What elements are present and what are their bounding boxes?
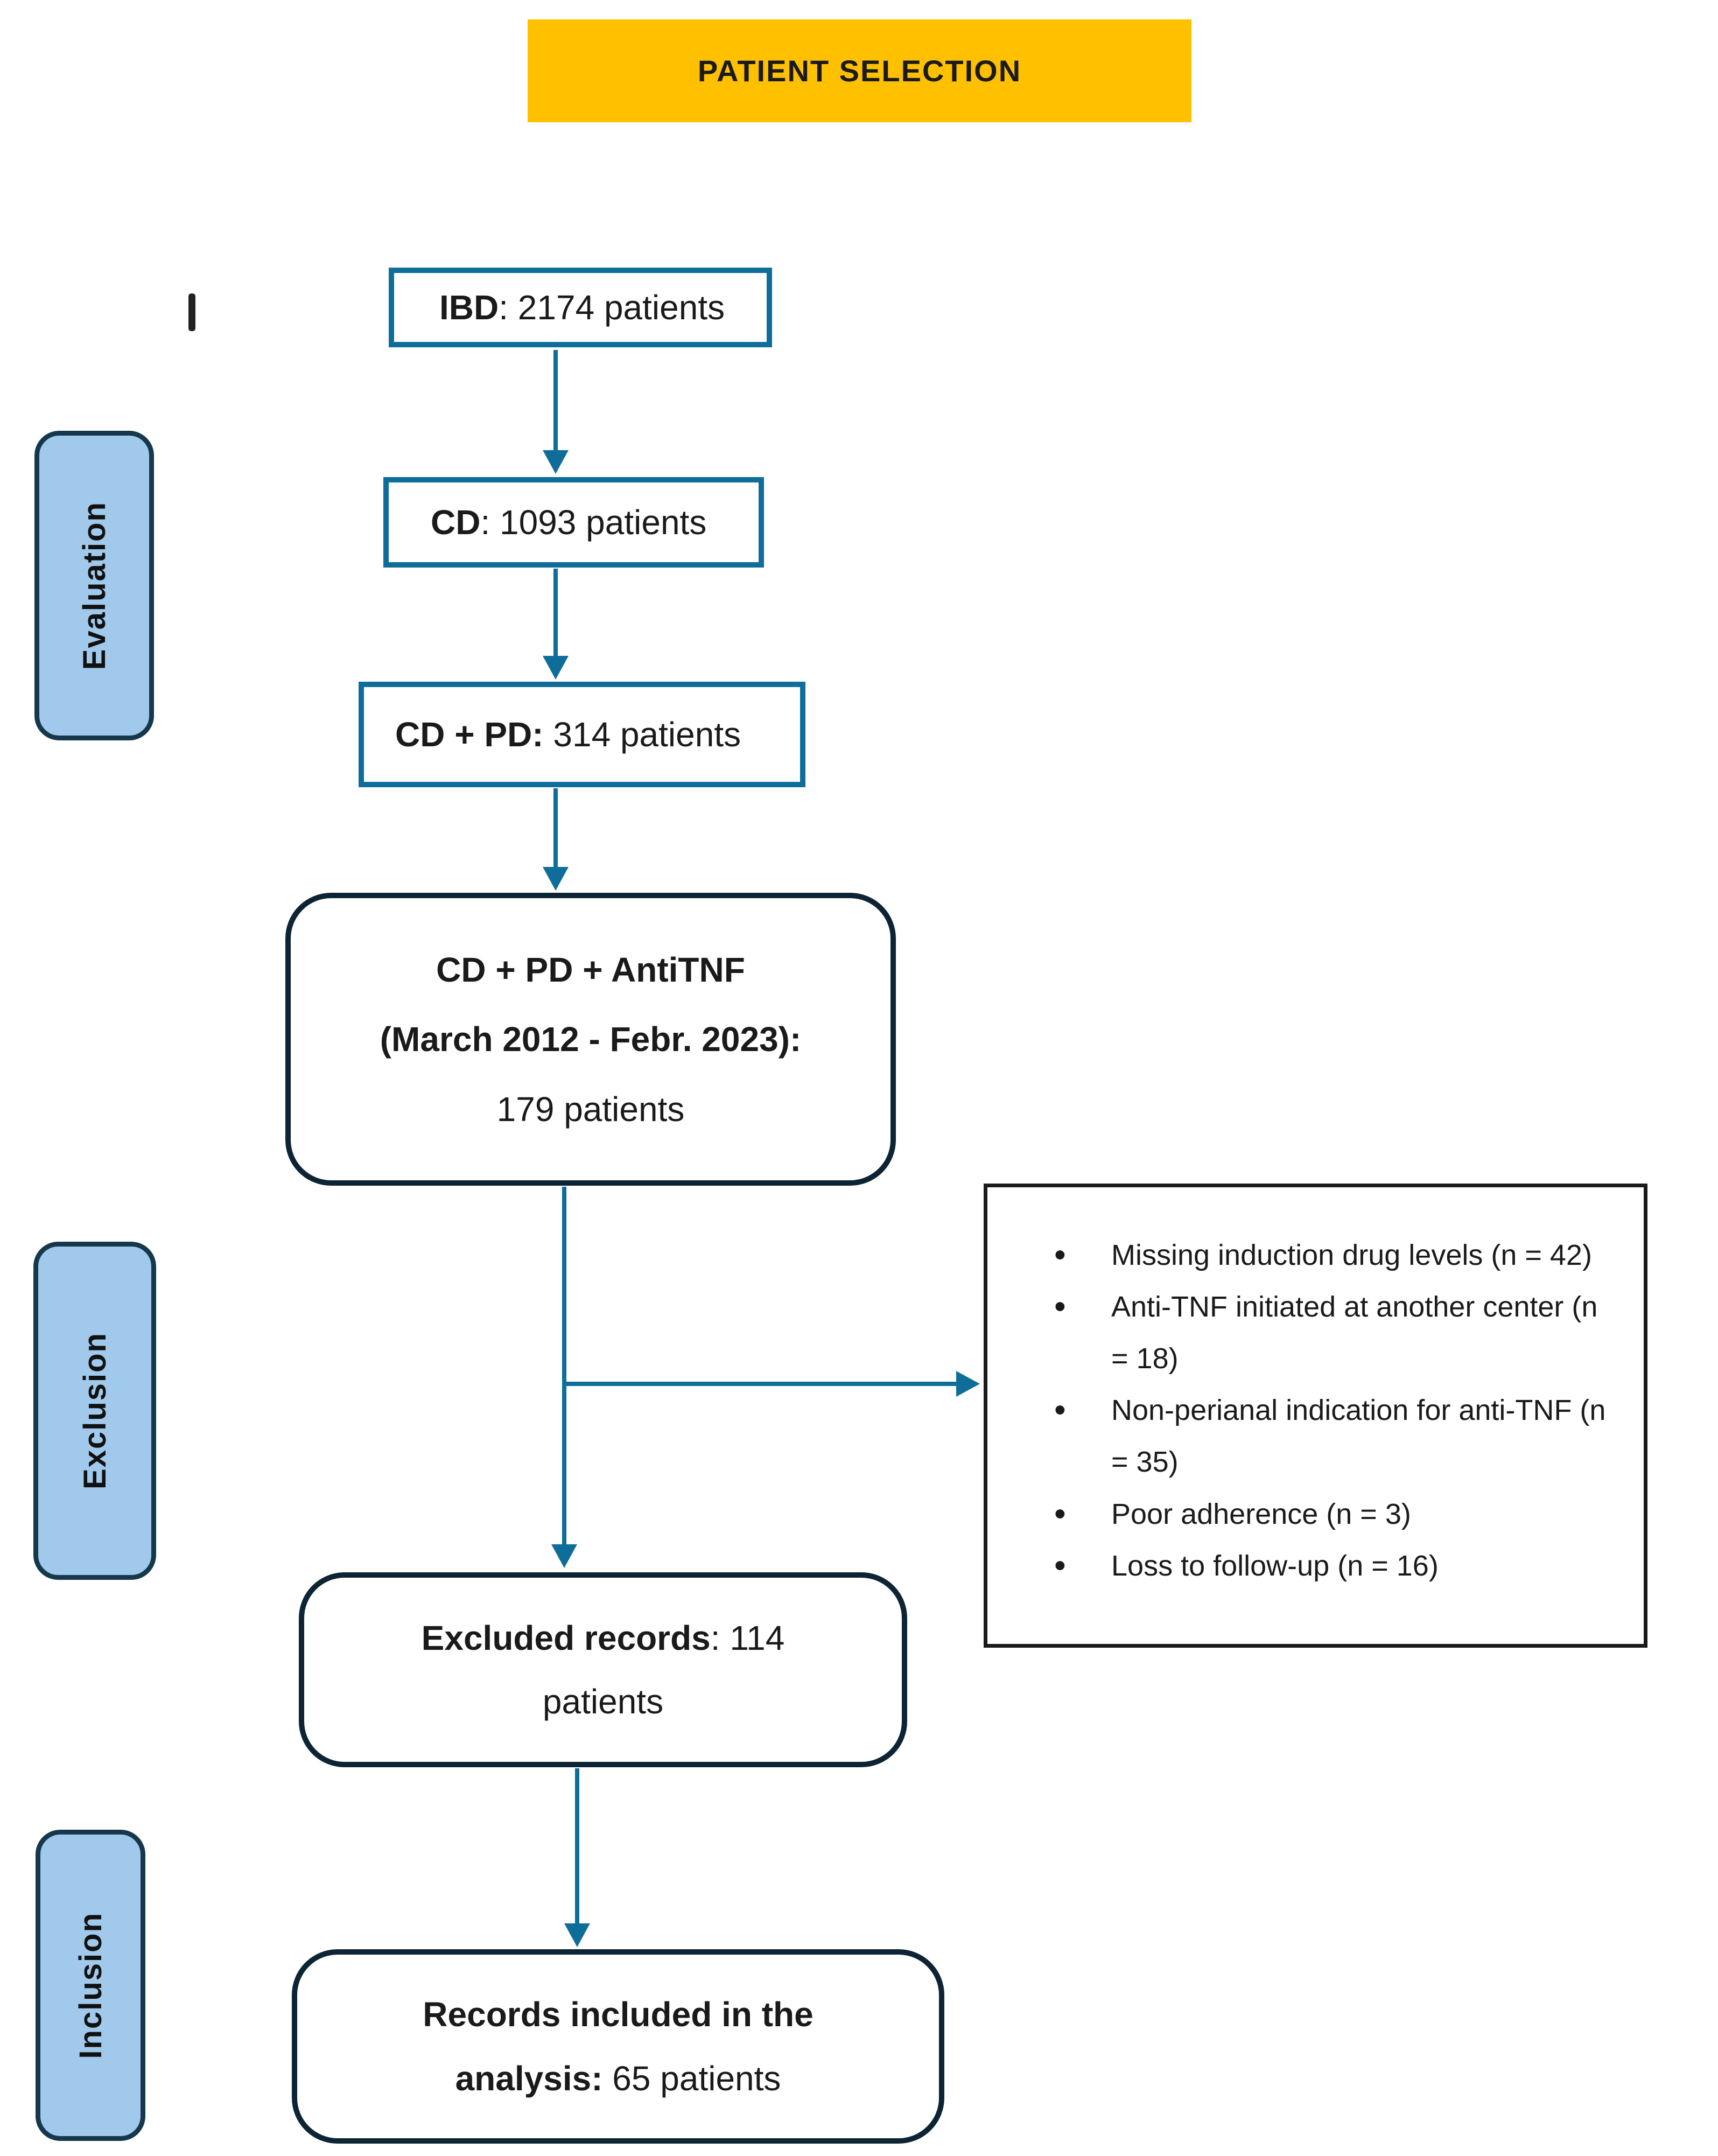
- box-cd: [383, 477, 764, 568]
- stage-label-inclusion: [36, 1830, 145, 2141]
- box-ibd-rest: : 2174 patients: [499, 288, 725, 327]
- arrow-cdpd-to-antitnf-line: [553, 788, 558, 867]
- box-antitnf-line2: (March 2012 - Febr. 2023):: [380, 1020, 802, 1059]
- arrow-antitnf-to-excluded-line: [562, 1187, 566, 1544]
- arrow-branch-to-reasons-line: [564, 1382, 956, 1386]
- exclusion-reasons-box: [984, 1184, 1647, 1648]
- arrow-ibd-to-cd-line: [553, 350, 558, 450]
- box-included-text: [400, 1983, 836, 2110]
- arrow-antitnf-to-excluded-head: [551, 1544, 577, 1568]
- arrow-cd-to-cdpd-line: [553, 569, 558, 656]
- box-excluded-bold: Excluded records: [421, 1618, 711, 1657]
- box-cd-bold: CD: [431, 502, 481, 542]
- arrow-cdpd-to-antitnf-head: [543, 867, 569, 891]
- arrow-branch-to-reasons-head: [956, 1371, 980, 1397]
- title-text: PATIENT SELECTION: [697, 54, 1022, 88]
- box-excluded: [299, 1572, 907, 1767]
- box-cdpd-rest: 314 patients: [543, 715, 741, 754]
- box-antitnf: [285, 893, 896, 1186]
- exclusion-reasons-list: [1051, 1229, 1614, 1592]
- box-included-rest: 65 patients: [602, 2059, 781, 2098]
- exclusion-reason-item: • Non-perianal indication for anti-TNF (n = 35): [1051, 1384, 1614, 1488]
- box-excluded-text: [404, 1606, 802, 1734]
- arrow-excluded-to-included-head: [564, 1923, 590, 1947]
- box-included: [292, 1949, 944, 2144]
- box-antitnf-line3: 179 patients: [496, 1089, 685, 1129]
- stage-evaluation-text: Evaluation: [76, 501, 112, 670]
- box-cd-rest: : 1093 patients: [480, 502, 707, 542]
- arrow-ibd-to-cd-head: [543, 450, 569, 474]
- exclusion-reason-item: • Anti-TNF initiated at another center (n = 18): [1051, 1281, 1614, 1384]
- box-ibd: [389, 268, 772, 347]
- box-antitnf-line1: CD + PD + AntiTNF: [436, 950, 745, 989]
- exclusion-reason-item: • Missing induction drug levels (n = 42): [1051, 1229, 1614, 1281]
- box-cdpd: [359, 682, 805, 787]
- box-cdpd-bold: CD + PD:: [395, 715, 544, 754]
- box-ibd-bold: IBD: [439, 288, 499, 327]
- stage-inclusion-text: Inclusion: [73, 1912, 108, 2059]
- arrow-cd-to-cdpd-head: [543, 656, 569, 680]
- stage-label-exclusion: [33, 1242, 156, 1580]
- box-excluded-rest: : 114 patients: [542, 1618, 795, 1721]
- title-banner: [528, 19, 1191, 122]
- box-included-bold: Records included in the analysis:: [423, 1995, 823, 2098]
- exclusion-reason-item: • Poor adherence (n = 3): [1051, 1488, 1614, 1540]
- cursor-artifact: [188, 293, 195, 331]
- arrow-excluded-to-included-line: [575, 1768, 579, 1923]
- stage-exclusion-text: Exclusion: [77, 1332, 113, 1489]
- exclusion-reason-item: • Loss to follow-up (n = 16): [1051, 1540, 1614, 1592]
- stage-label-evaluation: [34, 431, 154, 740]
